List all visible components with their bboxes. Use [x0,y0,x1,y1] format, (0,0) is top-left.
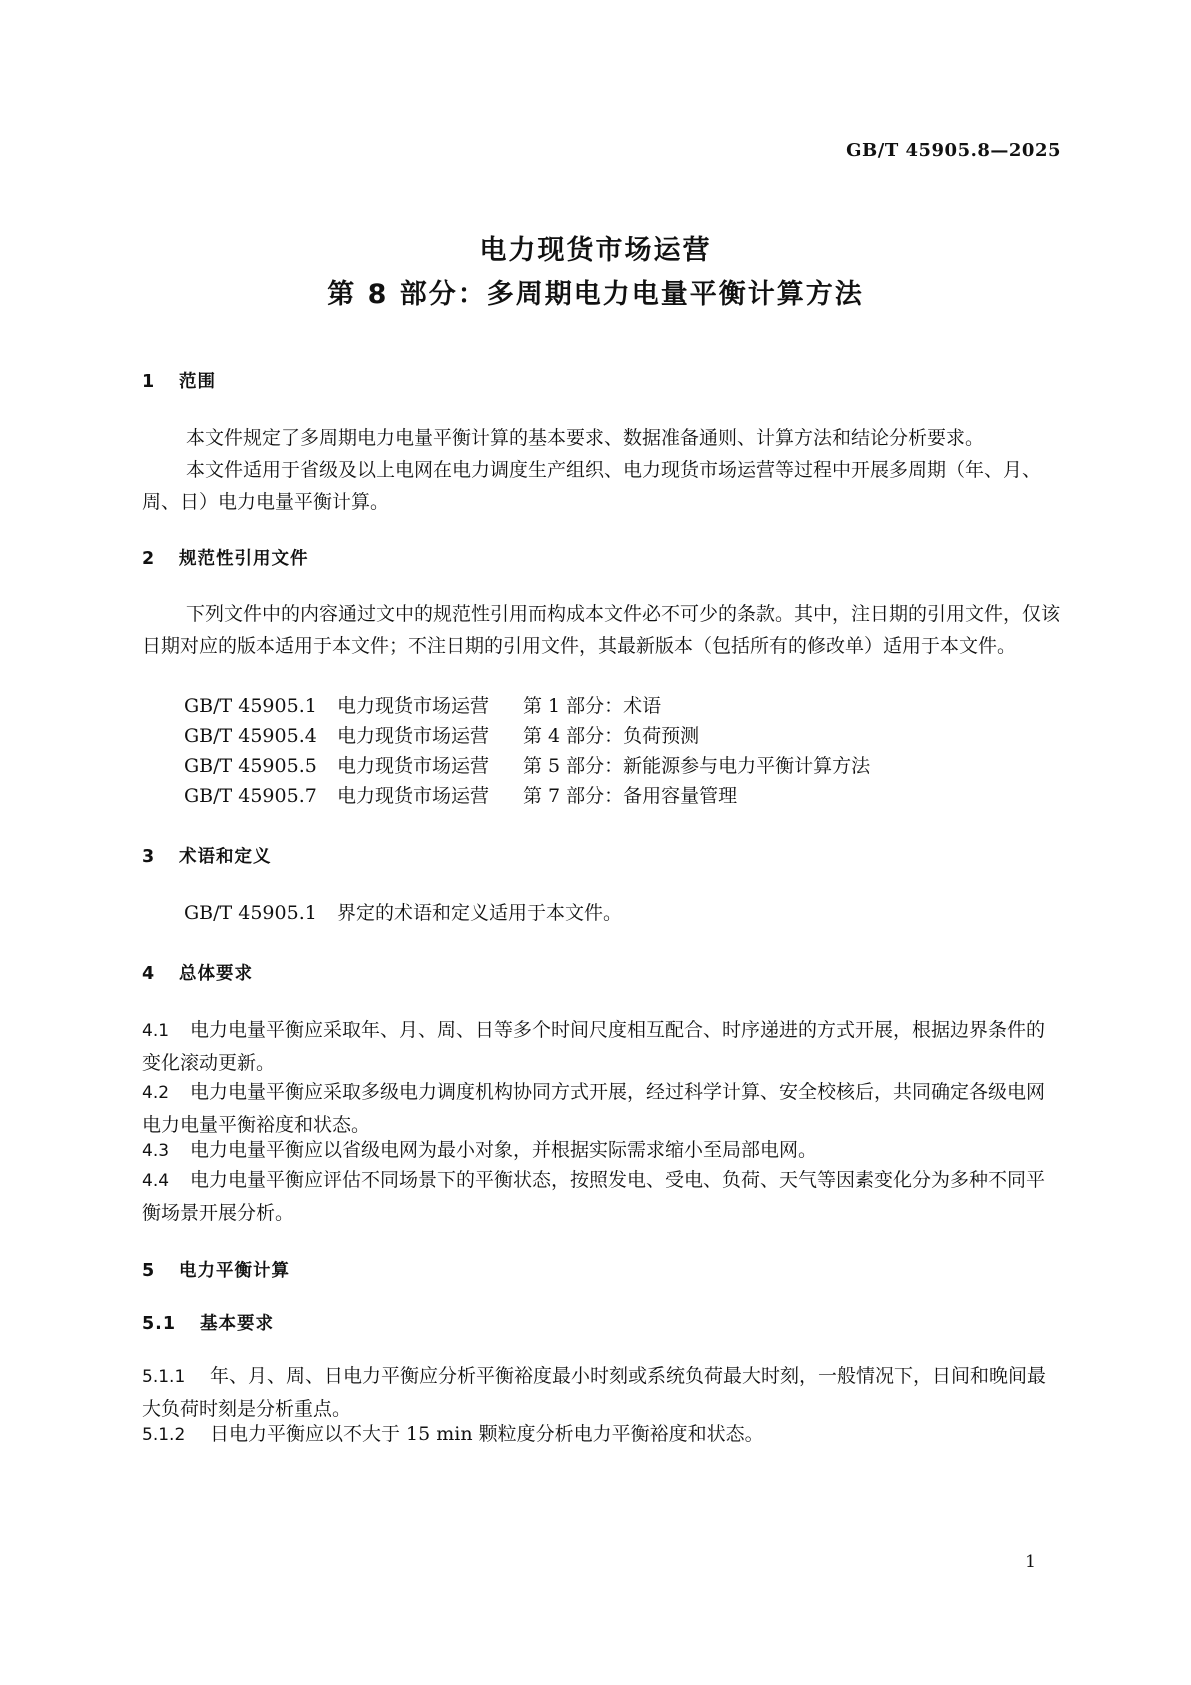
reference-part: 第 7 部分：备用容量管理 [523,785,738,807]
section-title: 规范性引用文件 [179,549,309,569]
section-number: 4 [142,964,156,984]
reference-name: 电力现货市场运营 [337,785,490,807]
clause-text: 年、月、周、日电力平衡应分析平衡裕度最小时刻或系统负荷最大时刻，一般情况下，日间和晚间最大负荷时刻是分析重点。 [142,1365,1047,1420]
section-2-heading [142,545,309,570]
clause-4-3 [142,1134,1062,1167]
reference-name: 电力现货市场运营 [337,755,490,777]
reference-code: GB/T 45905.4 [184,725,317,747]
section-number: 2 [142,549,156,569]
reference-part: 第 5 部分：新能源参与电力平衡计算方法 [523,755,871,777]
clause-number: 5.1.2 [142,1425,186,1445]
reference-name: 电力现货市场运营 [337,725,490,747]
clause-text: 电力电量平衡应评估不同场景下的平衡状态，按照发电、受电、负荷、天气等因素变化分为多种不同平衡场景开展分析。 [142,1169,1046,1224]
section-number: 3 [142,847,156,867]
clause-number: 4.4 [142,1171,170,1191]
clause-4-4 [142,1164,1062,1229]
reference-part: 第 4 部分：负荷预测 [523,725,700,747]
section-5-heading [142,1257,290,1282]
section-title: 总体要求 [179,964,253,984]
subsection-5-1-heading [142,1310,274,1335]
definition-statement: 界定的术语和定义适用于本文件。 [337,902,623,924]
reference-code: GB/T 45905.5 [184,755,317,777]
section-1-paragraph-1: 本文件规定了多周期电力电量平衡计算的基本要求、数据准备通则、计算方法和结论分析要求。 [186,427,985,449]
clause-text: 电力电量平衡应以省级电网为最小对象，并根据实际需求缩小至局部电网。 [190,1139,818,1161]
section-number: 1 [142,372,156,392]
section-number: 5 [142,1261,156,1281]
reference-item [184,780,737,812]
reference-item [184,690,661,722]
clause-number: 4.1 [142,1021,170,1041]
clause-text: 日电力平衡应以不大于 15 min 颗粒度分析电力平衡裕度和状态。 [210,1423,764,1445]
clause-number: 5.1.1 [142,1367,186,1387]
clause-5-1-1 [142,1360,1062,1425]
clause-5-1-2 [142,1418,1062,1451]
clause-text: 电力电量平衡应采取年、月、周、日等多个时间尺度相互配合、时序递进的方式开展，根据边界条件的变化滚动更新。 [142,1019,1046,1074]
subsection-number: 5.1 [142,1314,177,1334]
section-title: 范围 [179,372,216,392]
reference-part: 第 1 部分：术语 [523,695,662,717]
subsection-title: 基本要求 [200,1314,274,1334]
reference-code: GB/T 45905.1 [184,695,317,717]
document-title-line2: 第 8 部分：多周期电力电量平衡计算方法 [327,279,864,310]
reference-code: GB/T 45905.1 [184,902,317,924]
document-title-line1: 电力现货市场运营 [479,235,712,266]
reference-item [184,720,699,752]
section-3-heading [142,843,272,868]
section-4-heading [142,960,253,985]
clause-text: 电力电量平衡应采取多级电力调度机构协同方式开展，经过科学计算、安全校核后，共同确定各级电网电力电量平衡裕度和状态。 [142,1081,1046,1136]
section-title: 术语和定义 [179,847,272,867]
section-1-heading [142,368,216,393]
reference-code: GB/T 45905.7 [184,785,317,807]
clause-4-1 [142,1014,1062,1079]
section-2-paragraph: 下列文件中的内容通过文中的规范性引用而构成本文件必不可少的条款。其中，注日期的引用文件，仅该日期对应的版本适用于本文件；不注日期的引用文件，其最新版本（包括所有的修改单）适用于本文件。 [142,603,1061,657]
section-title: 电力平衡计算 [179,1261,290,1281]
reference-item [184,750,870,782]
section-1-paragraph-2: 本文件适用于省级及以上电网在电力调度生产组织、电力现货市场运营等过程中开展多周期（年、月、周、日）电力电量平衡计算。 [142,459,1042,513]
reference-name: 电力现货市场运营 [337,695,490,717]
clause-number: 4.3 [142,1141,170,1161]
clause-4-2 [142,1076,1062,1141]
clause-number: 4.2 [142,1083,170,1103]
standard-number: GB/T 45905.8—2025 [846,140,1061,161]
page-number: 1 [1025,1552,1036,1572]
section-3-text [184,897,622,929]
